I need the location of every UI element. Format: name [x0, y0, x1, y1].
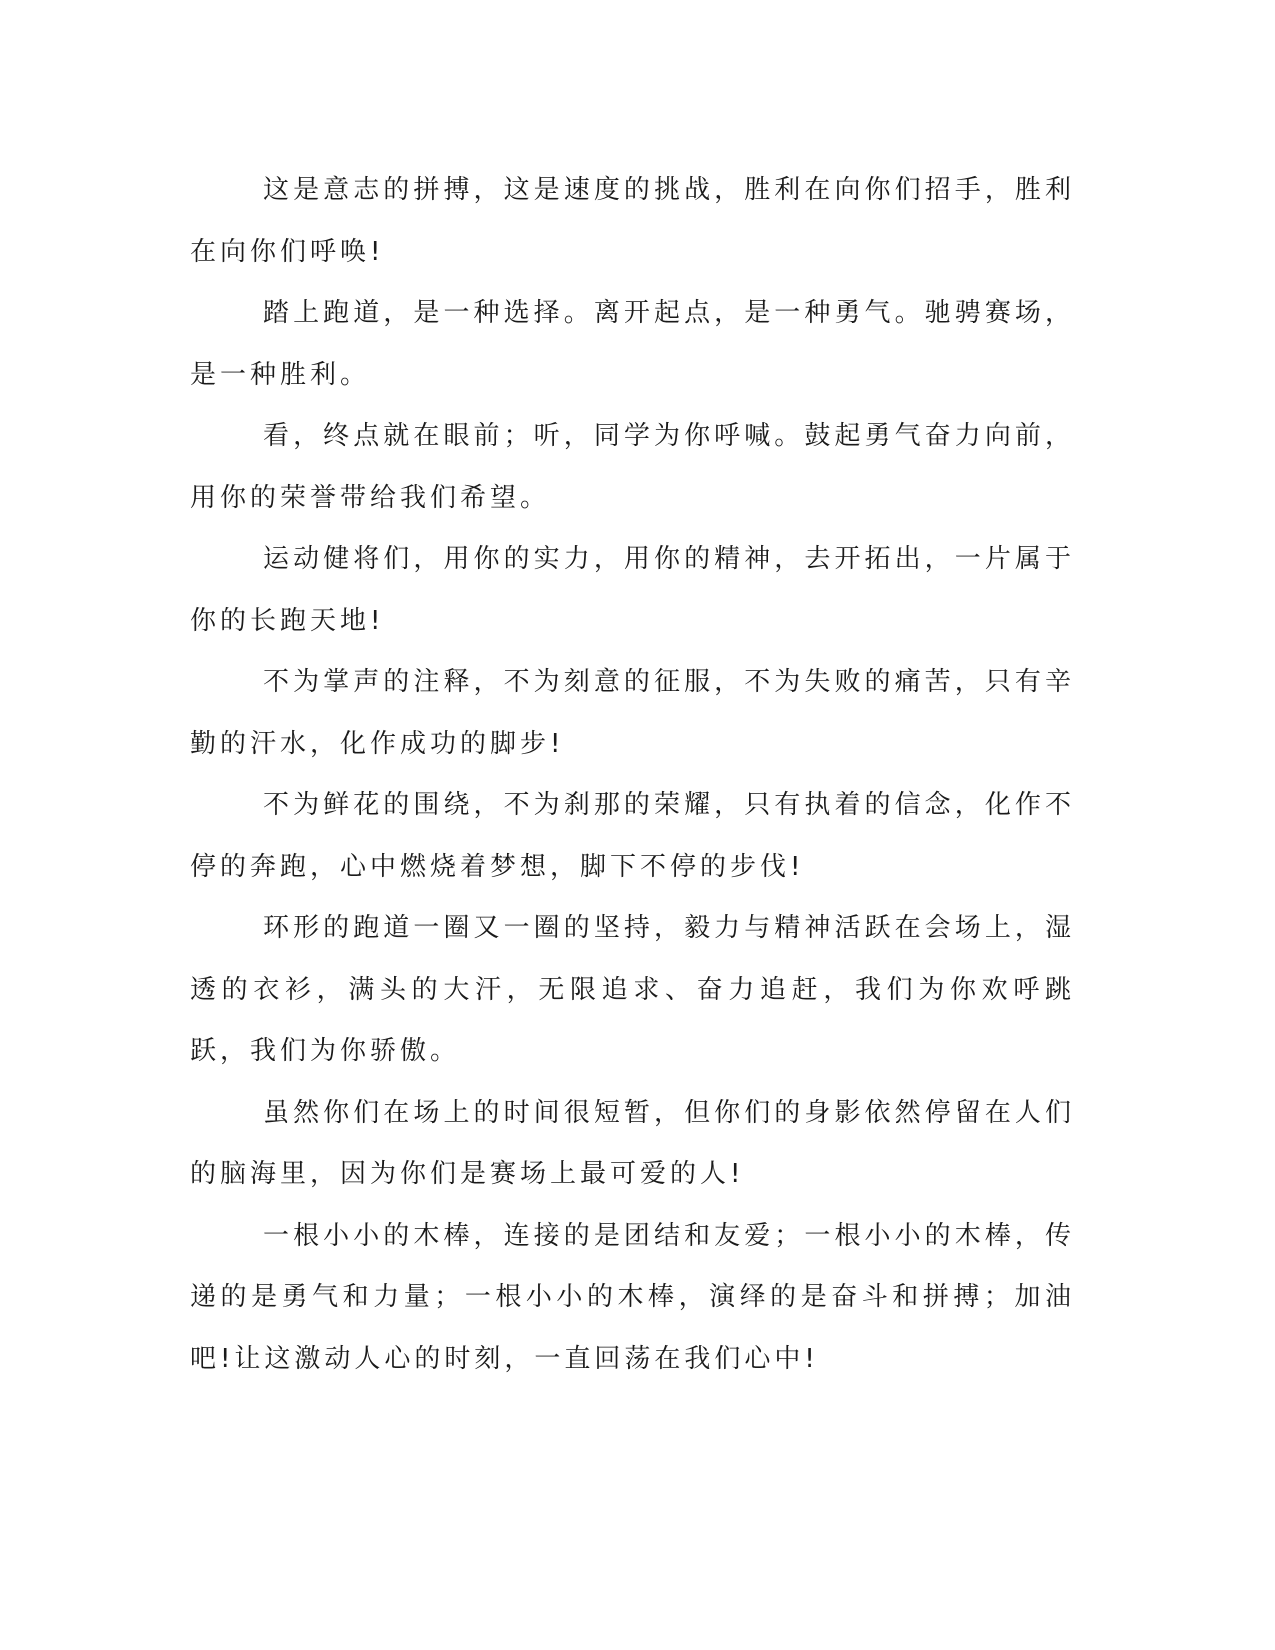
- paragraph: 这是意志的拼搏，这是速度的挑战，胜利在向你们招手，胜利在向你们呼唤!: [190, 175, 1075, 267]
- document-body: [190, 160, 1075, 1390]
- paragraph: 虽然你们在场上的时间很短暂，但你们的身影依然停留在人们的脑海里，因为你们是赛场上最可爱的人!: [190, 1097, 1075, 1189]
- paragraph: 不为掌声的注释，不为刻意的征服，不为失败的痛苦，只有辛勤的汗水，化作成功的脚步!: [190, 667, 1075, 759]
- paragraph: 环形的跑道一圈又一圈的坚持，毅力与精神活跃在会场上，湿透的衣衫，满头的大汗，无限追求、奋力追赶，我们为你欢呼跳跃，我们为你骄傲。: [190, 913, 1075, 1066]
- paragraph: 踏上跑道，是一种选择。离开起点，是一种勇气。驰骋赛场，是一种胜利。: [190, 298, 1075, 390]
- paragraph: 看，终点就在眼前；听，同学为你呼喊。鼓起勇气奋力向前，用你的荣誉带给我们希望。: [190, 421, 1075, 513]
- paragraph: 不为鲜花的围绕，不为刹那的荣耀，只有执着的信念，化作不停的奔跑，心中燃烧着梦想，脚下不停的步伐!: [190, 790, 1075, 882]
- paragraph: 一根小小的木棒，连接的是团结和友爱；一根小小的木棒，传递的是勇气和力量；一根小小的木棒，演绎的是奋斗和拼搏；加油吧!让这激动人心的时刻，一直回荡在我们心中!: [190, 1220, 1075, 1374]
- paragraph: 运动健将们，用你的实力，用你的精神，去开拓出，一片属于你的长跑天地!: [190, 544, 1075, 636]
